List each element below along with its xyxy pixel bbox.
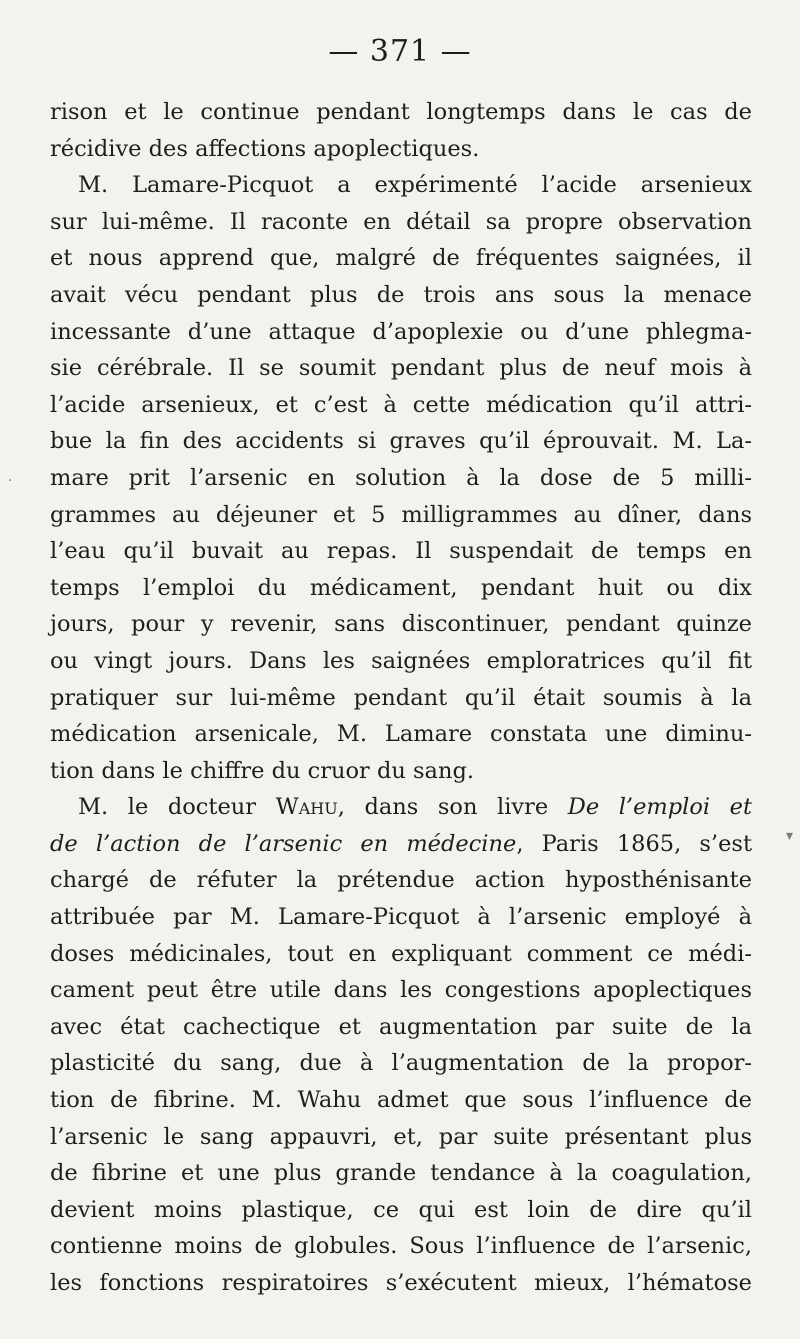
text-line: récidive des affections apoplectiques. xyxy=(50,135,480,162)
text-line: et nous apprend que, malgré de fréquentes saignées, il xyxy=(50,245,752,272)
text-line: avec état cachectique et augmentation par suite de la xyxy=(50,1013,752,1040)
paragraph-group-1 xyxy=(50,94,752,789)
text-span: , Paris 1865, s’est xyxy=(516,830,752,857)
text-span: M. le docteur xyxy=(78,794,257,821)
text-line: sur lui-même. Il raconte en détail sa propre observation xyxy=(50,208,752,235)
text-line: grammes au déjeuner et 5 milligrammes au dîner, dans xyxy=(50,501,752,528)
text-line: tion de fibrine. M. Wahu admet que sous l’influence de xyxy=(50,1087,752,1114)
text-line: l’arsenic le sang appauvri, et, par suite présentant plus xyxy=(50,1123,752,1150)
margin-dot: · xyxy=(8,473,13,489)
text-line: mare prit l’arsenic en solution à la dose de 5 milli- xyxy=(50,464,752,491)
book-title: De l’emploi et xyxy=(567,794,752,821)
text-line: avait vécu pendant plus de trois ans sous la menace xyxy=(50,281,752,308)
text-line: doses médicinales, tout en expliquant comment ce médi- xyxy=(50,940,752,967)
text-line: incessante d’une attaque d’apoplexie ou d’une phlegma- xyxy=(50,318,752,345)
text-line: médication arsenicale, M. Lamare constata une diminu- xyxy=(50,721,752,748)
body-text xyxy=(50,94,752,1302)
margin-mark: ▾ xyxy=(786,828,794,844)
paragraph-group-2 xyxy=(50,862,752,1301)
text-line: temps l’emploi du médicament, pendant huit ou dix xyxy=(50,574,752,601)
text-line: devient moins plastique, ce qui est loin de dire qu’il xyxy=(50,1196,752,1223)
text-line: plasticité du sang, due à l’augmentation de la propor- xyxy=(50,1050,752,1077)
text-line: ou vingt jours. Dans les saignées emploratrices qu’il fit xyxy=(50,647,752,674)
text-line: l’eau qu’il buvait au repas. Il suspendait de temps en xyxy=(50,538,752,565)
text-line: cament peut être utile dans les congestions apoplectiques xyxy=(50,977,752,1004)
text-line-title xyxy=(50,826,752,863)
text-line: les fonctions respiratoires s’exécutent mieux, l’hématose xyxy=(50,1270,752,1296)
text-line: sie cérébrale. Il se soumit pendant plus de neuf mois à xyxy=(50,355,752,382)
text-line: chargé de réfuter la prétendue action hyposthénisante xyxy=(50,867,752,894)
text-line: attribuée par M. Lamare-Picquot à l’arsenic employé à xyxy=(50,904,752,931)
text-line: pratiquer sur lui-même pendant qu’il était soumis à la xyxy=(50,684,752,711)
page-number: — 371 — xyxy=(328,34,472,69)
author-name: Wahu xyxy=(275,794,338,821)
text-line: jours, pour y revenir, sans discontinuer, pendant quinze xyxy=(50,611,752,638)
text-line: tion dans le chiffre du cruor du sang. xyxy=(50,757,474,784)
book-title-continued: de l’action de l’arsenic en médecine xyxy=(50,830,517,857)
text-line: l’acide arsenieux, et c’est à cette médication qu’il attri- xyxy=(50,391,752,418)
text-line: bue la fin des accidents si graves qu’il éprouvait. M. La- xyxy=(50,428,752,455)
text-line: de fibrine et une plus grande tendance à la coagulation, xyxy=(50,1160,752,1187)
text-line: contienne moins de globules. Sous l’influence de l’arsenic, xyxy=(50,1233,752,1260)
text-line: rison et le continue pendant longtemps dans le cas de xyxy=(50,99,752,125)
text-line: M. Lamare-Picquot a expérimenté l’acide arsenieux xyxy=(78,172,752,199)
text-span: , dans son livre xyxy=(337,794,549,821)
text-line-wahu xyxy=(50,789,752,826)
